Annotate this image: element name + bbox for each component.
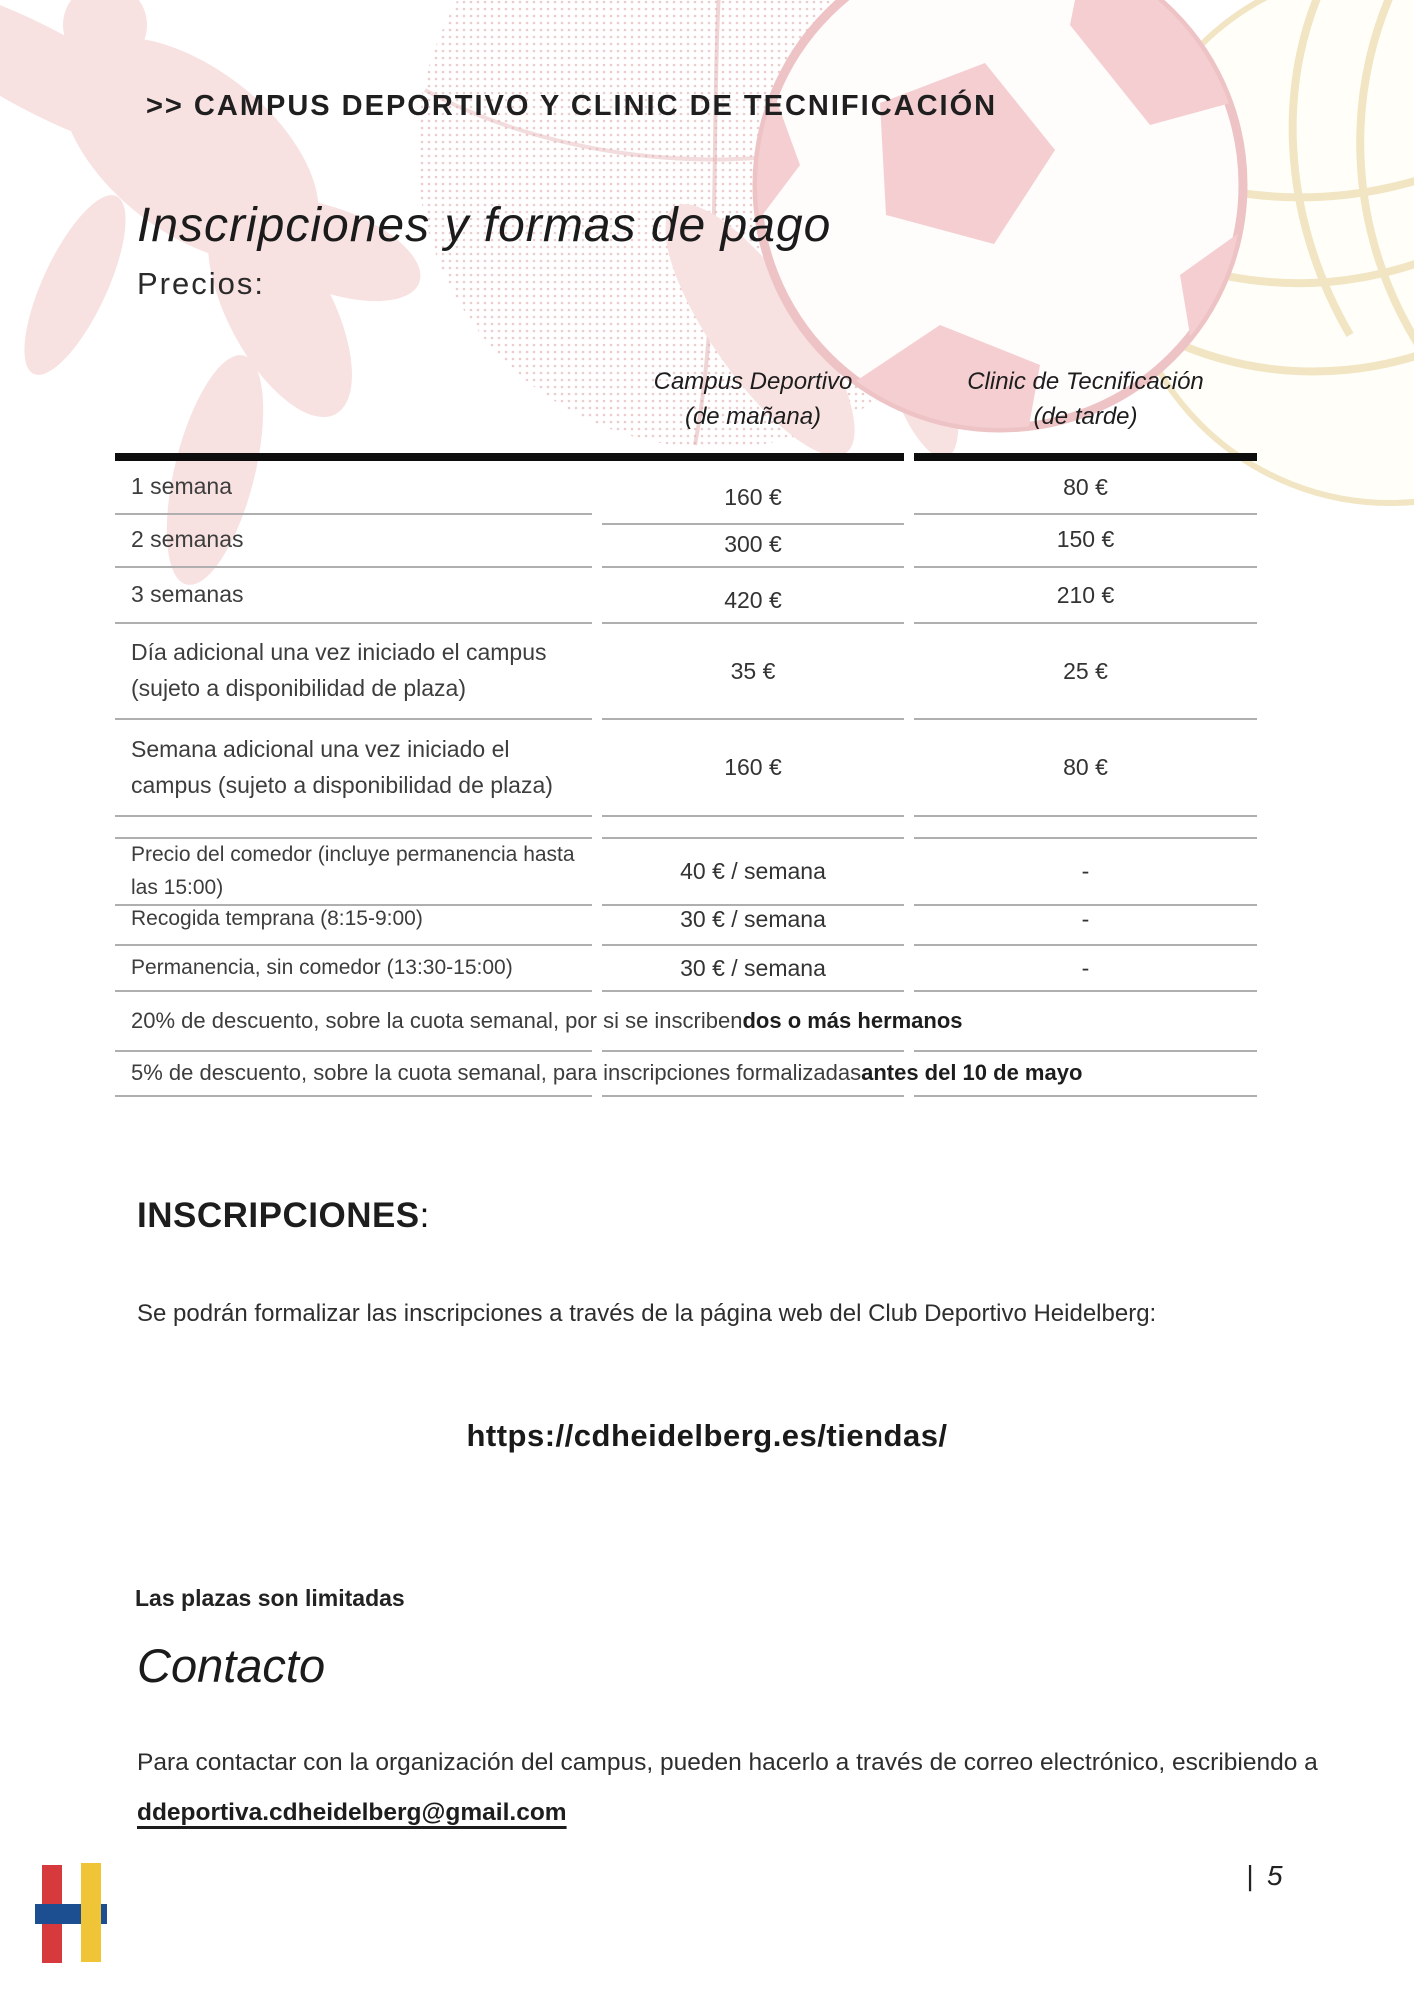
discount-text	[115, 1052, 1083, 1097]
contact-heading: Contacto	[137, 1639, 326, 1692]
inscriptions-body: Se podrán formalizar las inscripciones a través de la página web del Club Deportivo Heidelberg:	[137, 1300, 1157, 1327]
empty-header-cell	[115, 351, 592, 453]
limited-places-note: Las plazas son limitadas	[135, 1585, 405, 1611]
row-label: 2 semanas	[115, 513, 592, 568]
inscriptions-heading-colon: :	[419, 1196, 430, 1235]
page-title: Inscripciones y formas de pago	[137, 199, 832, 252]
table-top-border	[115, 453, 1257, 461]
table-row	[115, 513, 1257, 568]
table-header-row	[115, 351, 1257, 453]
table-row	[115, 568, 1257, 624]
club-logo-yellow-bar	[81, 1863, 101, 1962]
empty-cell	[914, 992, 1257, 1052]
table-row	[115, 837, 1257, 899]
campus-price: 35 €	[602, 624, 904, 720]
empty-cell	[914, 1052, 1257, 1097]
page-number: | 5	[1246, 1860, 1286, 1891]
table-row	[115, 894, 1257, 946]
contact-paragraph-text: Para contactar con la organización del campus, pueden hacerlo a través de correo electrónico, escribiendo a	[137, 1749, 1318, 1776]
campus-price: 40 € / semana	[602, 837, 904, 906]
table-top-border-left	[115, 453, 904, 461]
campus-price: 300 €	[602, 513, 904, 568]
table-row	[115, 624, 1257, 720]
page-header: >> CAMPUS DEPORTIVO Y CLINIC DE TECNIFICACIÓN	[146, 90, 998, 122]
column-header-campus-sub: (de mañana)	[684, 403, 822, 431]
clinic-price: -	[914, 946, 1257, 992]
clinic-price: 80 €	[914, 720, 1257, 817]
campus-price: 30 € / semana	[602, 894, 904, 946]
column-header-campus-name: Campus Deportivo	[653, 368, 853, 396]
row-label: Permanencia, sin comedor (13:30-15:00)	[115, 946, 592, 992]
table-row	[115, 720, 1257, 817]
column-header-clinic-sub: (de tarde)	[1033, 403, 1138, 431]
row-label: Recogida temprana (8:15-9:00)	[115, 894, 592, 946]
clinic-price: 25 €	[914, 624, 1257, 720]
column-header-campus	[602, 351, 904, 453]
contact-paragraph	[137, 1738, 1385, 1838]
empty-cell	[602, 992, 904, 1052]
row-label: Día adicional una vez iniciado el campus (sujeto a disponibilidad de plaza)	[115, 624, 592, 720]
campus-price: 160 €	[602, 461, 904, 525]
clinic-price: 150 €	[914, 513, 1257, 568]
row-label: 1 semana	[115, 461, 592, 515]
campus-price: 160 €	[602, 720, 904, 817]
discount-text	[115, 992, 963, 1052]
table-row	[115, 461, 1257, 513]
discount-text-bold: antes del 10 de mayo	[861, 1060, 1083, 1086]
clinic-price: 80 €	[914, 461, 1257, 515]
discount-text-bold: dos o más hermanos	[742, 1007, 963, 1033]
registration-url-link[interactable]: https://cdheidelberg.es/tiendas/	[466, 1418, 948, 1453]
table-row	[115, 946, 1257, 992]
table-section-gap	[115, 817, 1257, 837]
clinic-price: -	[914, 894, 1257, 946]
table-top-border-right	[914, 453, 1257, 461]
inscriptions-heading-text: INSCRIPCIONES	[137, 1196, 420, 1235]
discount-text-normal: 5% de descuento, sobre la cuota semanal, para inscripciones formalizadas	[131, 1060, 862, 1086]
discount-row	[115, 1052, 1257, 1097]
clinic-price: 210 €	[914, 568, 1257, 624]
clinic-price: -	[914, 837, 1257, 906]
column-header-clinic	[914, 351, 1257, 453]
row-label: 3 semanas	[115, 568, 592, 624]
campus-price: 420 €	[602, 568, 904, 624]
campus-price: 30 € / semana	[602, 946, 904, 992]
row-label: Precio del comedor (incluye permanencia hasta las 15:00)	[115, 837, 592, 906]
column-header-clinic-name: Clinic de Tecnificación	[967, 368, 1204, 396]
prices-subtitle: Precios:	[137, 266, 265, 301]
row-label: Semana adicional una vez iniciado el campus (sujeto a disponibilidad de plaza)	[115, 720, 592, 817]
pricing-table	[115, 351, 1257, 1097]
discount-row	[115, 992, 1257, 1052]
inscriptions-heading	[137, 1196, 429, 1236]
empty-cell	[602, 1052, 904, 1097]
contact-email-link[interactable]: ddeportiva.cdheidelberg@gmail.com	[137, 1799, 567, 1827]
discount-text-normal: 20% de descuento, sobre la cuota semanal, por si se inscriben	[131, 1007, 743, 1033]
